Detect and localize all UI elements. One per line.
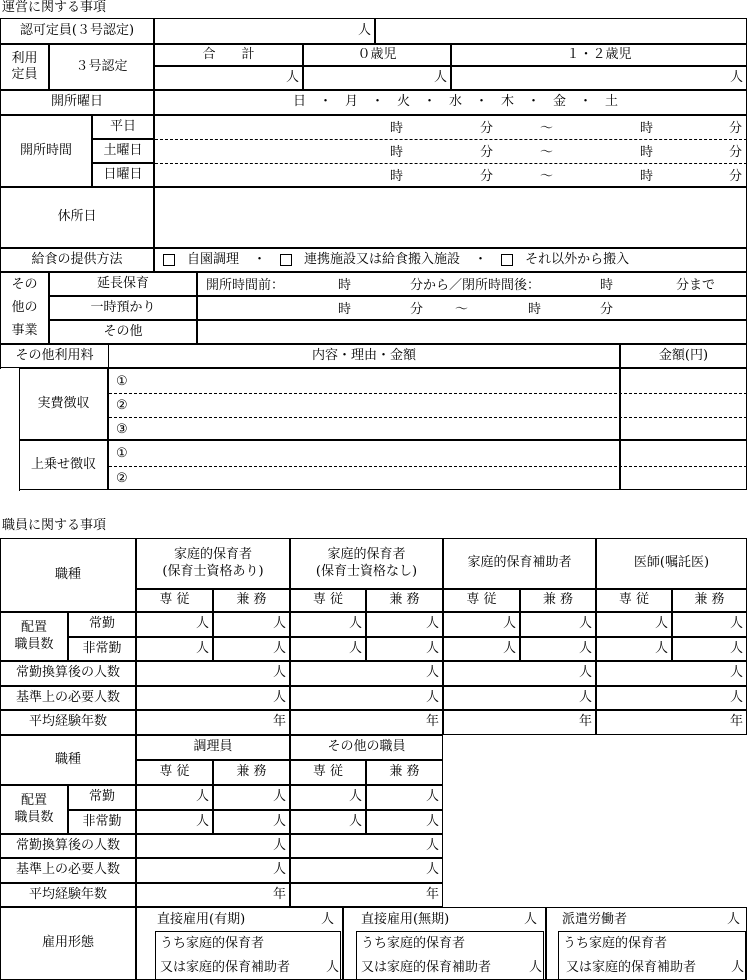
subheader-dedicated: 専 従 [596, 589, 672, 612]
fees-amount-header: 金額(円) [620, 344, 747, 368]
unit-person: 人 [529, 960, 543, 975]
count-input[interactable] [366, 785, 443, 810]
tilde: 〜 [540, 169, 554, 184]
actual-cost-amount[interactable] [620, 368, 747, 440]
closed-days-input[interactable] [154, 187, 747, 248]
divider [155, 139, 747, 140]
subheader-dedicated: 専 従 [136, 589, 213, 612]
unit-person: 人 [433, 69, 447, 85]
unit-person: 人 [195, 640, 209, 656]
count-input[interactable] [443, 637, 520, 661]
required-input[interactable] [290, 858, 443, 883]
count-input[interactable] [213, 637, 290, 661]
count-input[interactable] [366, 637, 443, 661]
count-input[interactable] [136, 785, 213, 810]
unit-person: 人 [729, 665, 743, 681]
unit-person: 人 [729, 616, 743, 632]
header-doctor: 医師(嘱託医) [596, 538, 747, 589]
surcharge-label: 上乗せ徴収 [19, 440, 108, 490]
years-input[interactable] [290, 710, 443, 735]
subheader-dedicated: 専 従 [290, 760, 366, 785]
sub-label: 又は家庭的保育補助者 [160, 960, 291, 975]
fte-input[interactable] [136, 834, 290, 858]
unit-person: 人 [502, 640, 516, 656]
count-input[interactable] [290, 612, 366, 637]
count-input[interactable] [290, 637, 366, 661]
avg-years-label: 平均経験年数 [0, 883, 136, 907]
unit-year: 年 [425, 886, 439, 902]
count-input[interactable] [596, 612, 672, 637]
hours-row-sunday: 日曜日 [92, 163, 154, 187]
required-input[interactable] [290, 686, 443, 710]
unit-person: 人 [654, 640, 668, 656]
surcharge-amount[interactable] [620, 440, 747, 490]
hours-row-weekday: 平日 [92, 115, 154, 139]
meal-label: 給食の提供方法 [0, 248, 154, 272]
placement-label [0, 785, 68, 834]
unit-person: 人 [727, 912, 741, 927]
header-cook: 調理員 [136, 735, 290, 760]
extended-care-label: 延長保育 [49, 272, 197, 296]
usage-age12-input[interactable] [451, 66, 747, 90]
checkbox-other-source[interactable] [501, 254, 513, 266]
subheader-dedicated: 専 従 [290, 589, 366, 612]
label-line: 職員数 [14, 636, 54, 652]
subheader-concurrent: 兼 務 [213, 589, 290, 612]
nonregular-label: 非常勤 [68, 810, 136, 834]
subheader-dedicated: 専 従 [443, 589, 520, 612]
years-input[interactable] [443, 710, 596, 735]
header-caregiver-uncertified [290, 538, 443, 589]
unit-year: 年 [578, 714, 592, 730]
usage-category: ３号認定 [49, 44, 154, 90]
subheader-concurrent: 兼 務 [366, 760, 443, 785]
header-line: 家庭的保育者 [173, 547, 252, 563]
tilde: 〜 [540, 121, 554, 136]
meal-option-self: 自園調理 [187, 251, 240, 267]
checkbox-partner-facility[interactable] [280, 254, 292, 266]
required-input[interactable] [136, 858, 290, 883]
tilde: 〜 [455, 302, 469, 317]
hour-label: 時 [640, 121, 654, 136]
closed-days-label: 休所日 [0, 187, 154, 248]
label-line: その [11, 276, 38, 292]
minute-label: 分 [600, 302, 614, 317]
unit-person: 人 [425, 689, 439, 705]
subheader-concurrent: 兼 務 [672, 589, 747, 612]
placement-label [0, 612, 68, 661]
section-title-staff: 職員に関する事項 [2, 518, 107, 533]
years-input[interactable] [596, 710, 747, 735]
usage-label-bottom: 定員 [11, 67, 38, 82]
header-line: (保育士資格なし) [315, 563, 418, 579]
unit-person: 人 [348, 616, 362, 632]
unit-person: 人 [425, 789, 439, 805]
minute-label: 分 [729, 145, 743, 160]
unit-person: 人 [285, 69, 299, 85]
label-line: 職員数 [14, 809, 54, 825]
unit-year: 年 [729, 714, 743, 730]
usage-header-age0: ０歳児 [303, 44, 451, 66]
employment-type-label: 直接雇用(無期) [361, 912, 450, 927]
unit-person: 人 [195, 789, 209, 805]
minute-label: 分 [480, 169, 494, 184]
count-input[interactable] [443, 612, 520, 637]
open-days-options[interactable]: 日 ・ 月 ・ 火 ・ 水 ・ 木 ・ 金 ・ 土 [154, 90, 747, 115]
required-input[interactable] [443, 686, 596, 710]
usage-label [0, 44, 49, 90]
count-input[interactable] [672, 612, 747, 637]
checkbox-self-cooking[interactable] [163, 254, 175, 266]
hour-label: 時 [528, 302, 542, 317]
unit-year: 年 [272, 714, 286, 730]
divider [0, 345, 1, 369]
count-input[interactable] [290, 785, 366, 810]
minute-label: 分 [480, 121, 494, 136]
unit-person: 人 [321, 912, 335, 927]
unit-person: 人 [425, 665, 439, 681]
unit-person: 人 [348, 640, 362, 656]
count-input[interactable] [520, 637, 596, 661]
subheader-concurrent: 兼 務 [520, 589, 596, 612]
actual-cost-label: 実費徴収 [19, 368, 108, 440]
fees-label: その他利用料 [0, 344, 108, 368]
capacity-blank [375, 18, 747, 44]
job-type-header: 職種 [0, 538, 136, 612]
minute-label: 分 [729, 121, 743, 136]
unit-person: 人 [425, 862, 439, 878]
label-line: 配置 [20, 620, 47, 636]
sub-label: うち家庭的保育者 [563, 936, 668, 951]
hour-label: 時 [338, 302, 352, 317]
count-input[interactable] [213, 785, 290, 810]
hour-label: 時 [640, 169, 654, 184]
other-service-input[interactable] [197, 320, 747, 344]
unit-person: 人 [272, 813, 286, 829]
avg-years-label: 平均経験年数 [0, 710, 136, 735]
count-input[interactable] [520, 612, 596, 637]
unit-person: 人 [425, 837, 439, 853]
unit-person: 人 [578, 616, 592, 632]
nonregular-label: 非常勤 [68, 637, 136, 661]
unit-person: 人 [272, 665, 286, 681]
temporary-care-label: 一時預かり [49, 296, 197, 320]
unit-person: 人 [425, 813, 439, 829]
unit-person: 人 [195, 813, 209, 829]
employment-type-label: 派遣労働者 [562, 912, 628, 927]
unit-year: 年 [425, 714, 439, 730]
count-input[interactable] [213, 612, 290, 637]
minute-label: 分 [410, 302, 424, 317]
subheader-dedicated: 専 従 [136, 760, 213, 785]
fees-content-header: 内容・理由・金額 [108, 344, 620, 368]
unit-person: 人 [729, 69, 743, 85]
meal-option-other: それ以外から搬入 [525, 251, 630, 267]
count-input[interactable] [136, 612, 213, 637]
unit-person: 人 [524, 912, 538, 927]
extended-before-label: 開所時間前： [206, 278, 285, 293]
subheader-concurrent: 兼 務 [366, 589, 443, 612]
divider [109, 393, 747, 394]
meal-options [154, 248, 747, 272]
unit-person: 人 [272, 640, 286, 656]
usage-label-top: 利用 [11, 50, 38, 66]
hours-label: 開所時間 [0, 115, 92, 187]
divider [109, 417, 747, 418]
fte-input[interactable] [290, 661, 443, 686]
open-days-label: 開所曜日 [0, 90, 154, 115]
job-type-header: 職種 [0, 735, 136, 785]
required-label: 基準上の必要人数 [0, 858, 136, 883]
unit-year: 年 [272, 886, 286, 902]
hour-label: 時 [390, 145, 404, 160]
unit-person: 人 [654, 616, 668, 632]
unit-person: 人 [502, 616, 516, 632]
unit-person: 人 [425, 640, 439, 656]
unit-person: 人 [731, 960, 745, 975]
unit-person: 人 [348, 813, 362, 829]
unit-person: 人 [729, 689, 743, 705]
capacity-label: 認可定員(３号認定) [0, 18, 154, 44]
required-label: 基準上の必要人数 [0, 686, 136, 710]
count-input[interactable] [290, 810, 366, 834]
subheader-concurrent: 兼 務 [213, 760, 290, 785]
hours-input-area[interactable] [154, 115, 747, 187]
label-line: 配置 [20, 793, 47, 809]
label-line: 他の [11, 299, 38, 315]
fte-input[interactable] [290, 834, 443, 858]
unit-person: 人 [272, 837, 286, 853]
meal-option-partner: 連携施設又は給食搬入施設 [304, 251, 461, 267]
surcharge-content[interactable] [108, 440, 620, 490]
employment-label: 雇用形態 [0, 907, 136, 980]
minute-label: 分 [729, 169, 743, 184]
fte-input[interactable] [596, 661, 747, 686]
header-line: 家庭的保育者 [327, 547, 406, 563]
header-assistant: 家庭的保育補助者 [443, 538, 596, 589]
item-number: ③ [116, 422, 128, 437]
divider [109, 466, 747, 467]
count-input[interactable] [213, 810, 290, 834]
item-number: ② [116, 398, 128, 413]
item-number: ① [116, 446, 128, 461]
regular-label: 常勤 [68, 612, 136, 637]
usage-total-input[interactable] [154, 66, 303, 90]
fte-input[interactable] [136, 661, 290, 686]
required-input[interactable] [596, 686, 747, 710]
header-caregiver-certified [136, 538, 290, 589]
sub-label: うち家庭的保育者 [160, 936, 265, 951]
unit-person: 人 [326, 960, 340, 975]
unit-person: 人 [425, 616, 439, 632]
header-other-staff: その他の職員 [290, 735, 443, 760]
regular-label: 常勤 [68, 785, 136, 810]
count-input[interactable] [136, 637, 213, 661]
count-input[interactable] [596, 637, 672, 661]
unit-person: 人 [272, 616, 286, 632]
actual-cost-content[interactable] [108, 368, 620, 440]
usage-age0-input[interactable] [303, 66, 451, 90]
temporary-care-input[interactable] [197, 296, 747, 320]
unit-person: 人 [578, 640, 592, 656]
label-line: 事業 [11, 323, 38, 339]
count-input[interactable] [672, 637, 747, 661]
unit-person: 人 [195, 616, 209, 632]
unit-person: 人 [272, 689, 286, 705]
header-line: (保育士資格あり) [162, 563, 264, 579]
employment-type-label: 直接雇用(有期) [157, 912, 246, 927]
separator: ・ [253, 251, 267, 267]
extended-until-label: 分まで [676, 278, 716, 293]
minute-label: 分 [480, 145, 494, 160]
hour-label: 時 [640, 145, 654, 160]
years-input[interactable] [136, 710, 290, 735]
fte-label: 常勤換算後の人数 [0, 834, 136, 858]
item-number: ② [116, 471, 128, 486]
extended-after-label: 分から／閉所時間後： [410, 278, 541, 293]
section-title-operations: 運営に関する事項 [2, 0, 107, 15]
required-input[interactable] [136, 686, 290, 710]
item-number: ① [116, 374, 128, 389]
tilde: 〜 [540, 145, 554, 160]
other-service-label: その他 [49, 320, 197, 344]
unit-person: 人 [578, 689, 592, 705]
unit-person: 人 [357, 22, 371, 38]
unit-person: 人 [578, 665, 592, 681]
fte-input[interactable] [443, 661, 596, 686]
usage-header-age12: １・２歳児 [451, 44, 747, 66]
unit-person: 人 [729, 640, 743, 656]
sub-label: 又は家庭的保育補助者 [361, 960, 492, 975]
count-input[interactable] [366, 612, 443, 637]
hour-label: 時 [390, 169, 404, 184]
hours-row-saturday: 土曜日 [92, 139, 154, 163]
years-input[interactable] [290, 883, 443, 907]
unit-person: 人 [272, 862, 286, 878]
hour-label: 時 [390, 121, 404, 136]
fte-label: 常勤換算後の人数 [0, 661, 136, 686]
years-input[interactable] [136, 883, 290, 907]
other-services-label [0, 272, 49, 344]
hour-label: 時 [338, 278, 352, 293]
count-input[interactable] [366, 810, 443, 834]
unit-person: 人 [348, 789, 362, 805]
sub-label: うち家庭的保育者 [361, 936, 466, 951]
divider [155, 163, 747, 164]
separator: ・ [474, 251, 488, 267]
sub-label: 又は家庭的保育補助者 [566, 960, 697, 975]
usage-header-total: 合 計 [154, 44, 303, 66]
count-input[interactable] [136, 810, 213, 834]
capacity-input[interactable] [154, 18, 375, 44]
unit-person: 人 [272, 789, 286, 805]
hour-label: 時 [600, 278, 614, 293]
